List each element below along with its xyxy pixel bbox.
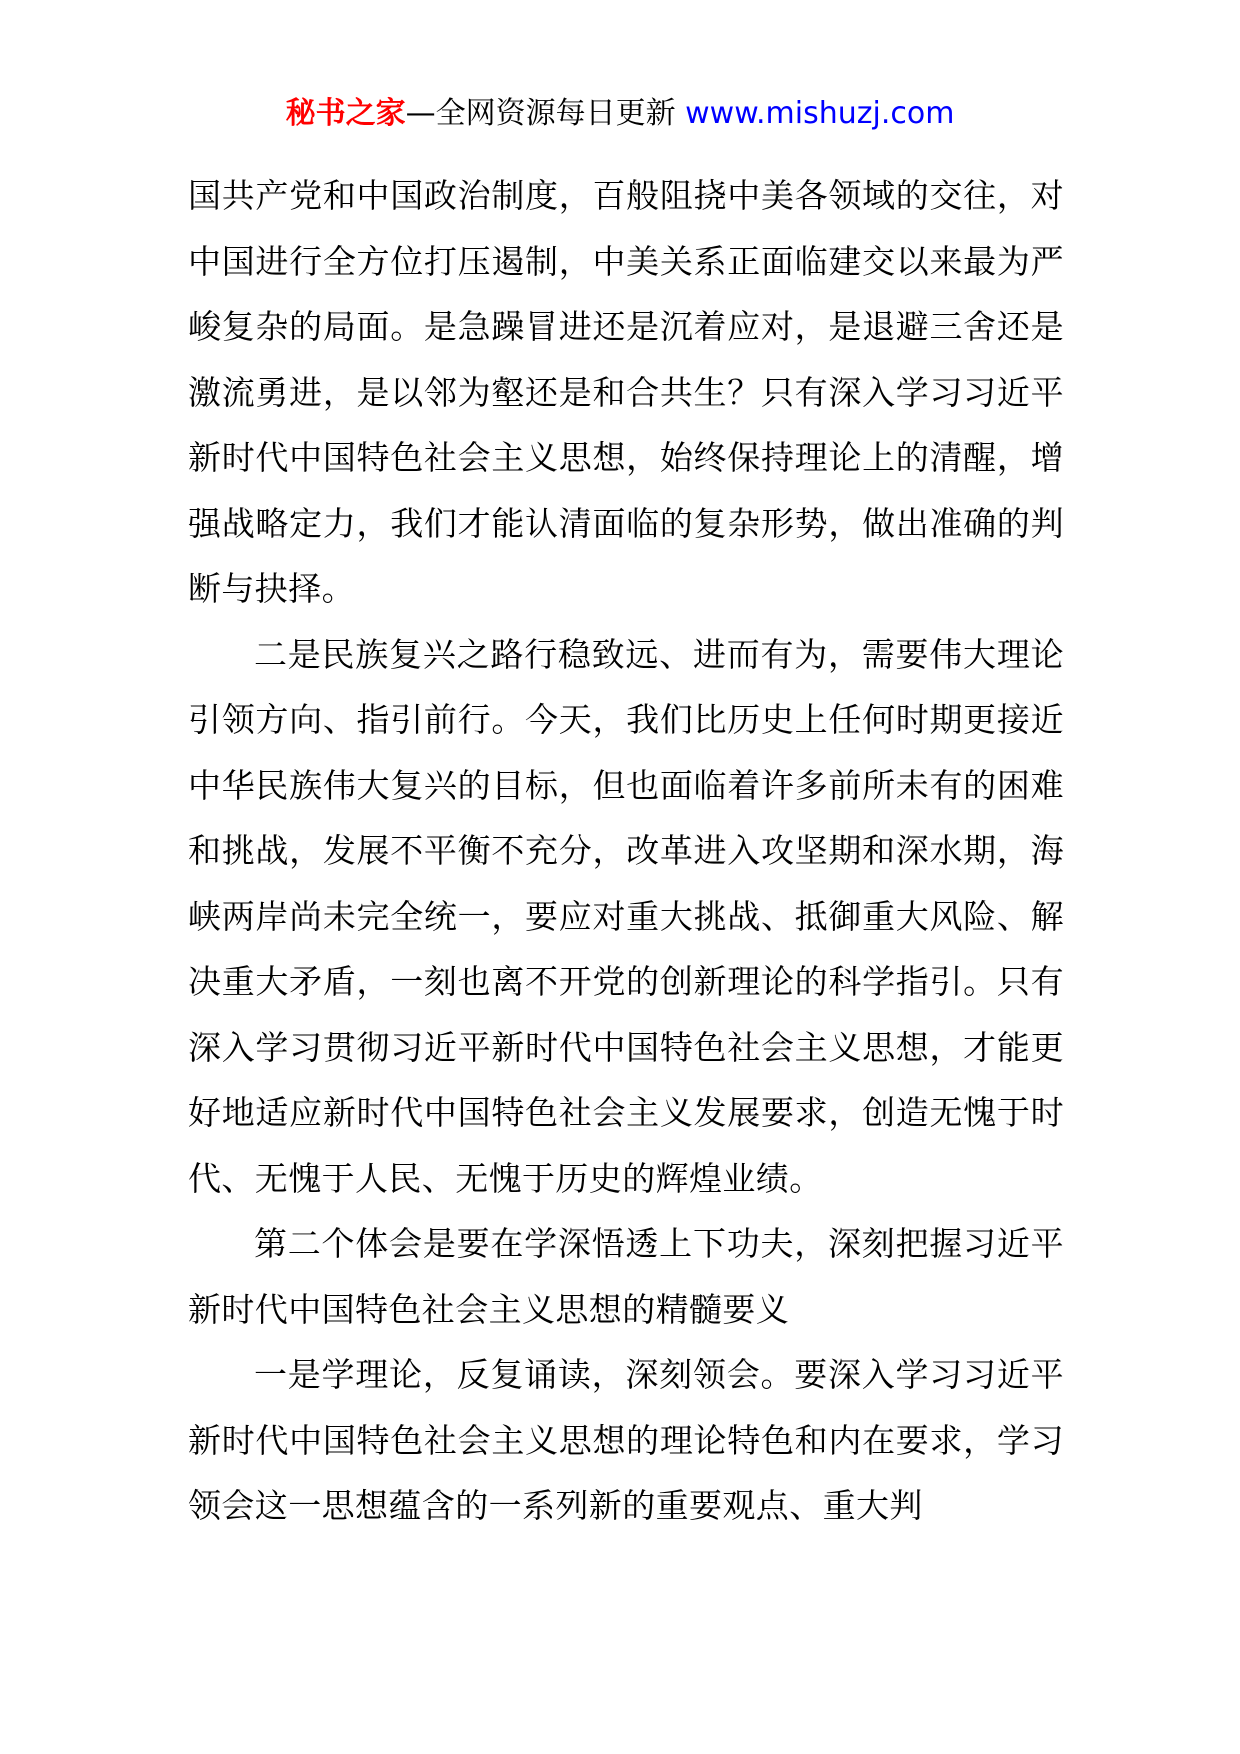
paragraph-point-two: 二是民族复兴之路行稳致远、进而有为，需要伟大理论引领方向、指引前行。今天，我们比历史上任何时期更接近中华民族伟大复兴的目标，但也面临着许多前所未有的困难和挑战，发展不平衡不充分，改革进入攻坚期和深水期，海峡两岸尚未完全统一，要应对重大挑战、抵御重大风险、解决重大矛盾，一刻也离不开党的创新理论的科学指引。只有深入学习贯彻习近平新时代中国特色社会主义思想，才能更好地适应新时代中国特色社会主义发展要求，创造无愧于时代、无愧于人民、无愧于历史的辉煌业绩。 xyxy=(188,634,1064,1198)
paragraph-continued: 国共产党和中国政治制度，百般阻挠中美各领域的交往，对中国进行全方位打压遏制，中美关系正面临建交以来最为严峻复杂的局面。是急躁冒进还是沉着应对，是退避三舍还是激流勇进，是以邻为壑还是和合共生？只有深入学习习近平新时代中国特色社会主义思想，始终保持理论上的清醒，增强战略定力，我们才能认清面临的复杂形势，做出准确的判断与抉择。 xyxy=(188,176,1064,608)
site-tagline: —全网资源每日更新 xyxy=(405,96,676,131)
section-heading-second-insight: 第二个体会是要在学深悟透上下功夫，深刻把握习近平新时代中国特色社会主义思想的精髓要义 xyxy=(188,1224,1064,1329)
paragraph-point-one: 一是学理论，反复诵读，深刻领会。要深入学习习近平新时代中国特色社会主义思想的理论特色和内在要求，学习领会这一思想蕴含的一系列新的重要观点、重大判 xyxy=(188,1355,1064,1525)
document-body xyxy=(188,163,1064,1539)
site-brand: 秘书之家 xyxy=(285,96,406,131)
page-header xyxy=(0,94,1240,134)
site-url-link[interactable]: www.mishuzj.com xyxy=(685,96,955,131)
